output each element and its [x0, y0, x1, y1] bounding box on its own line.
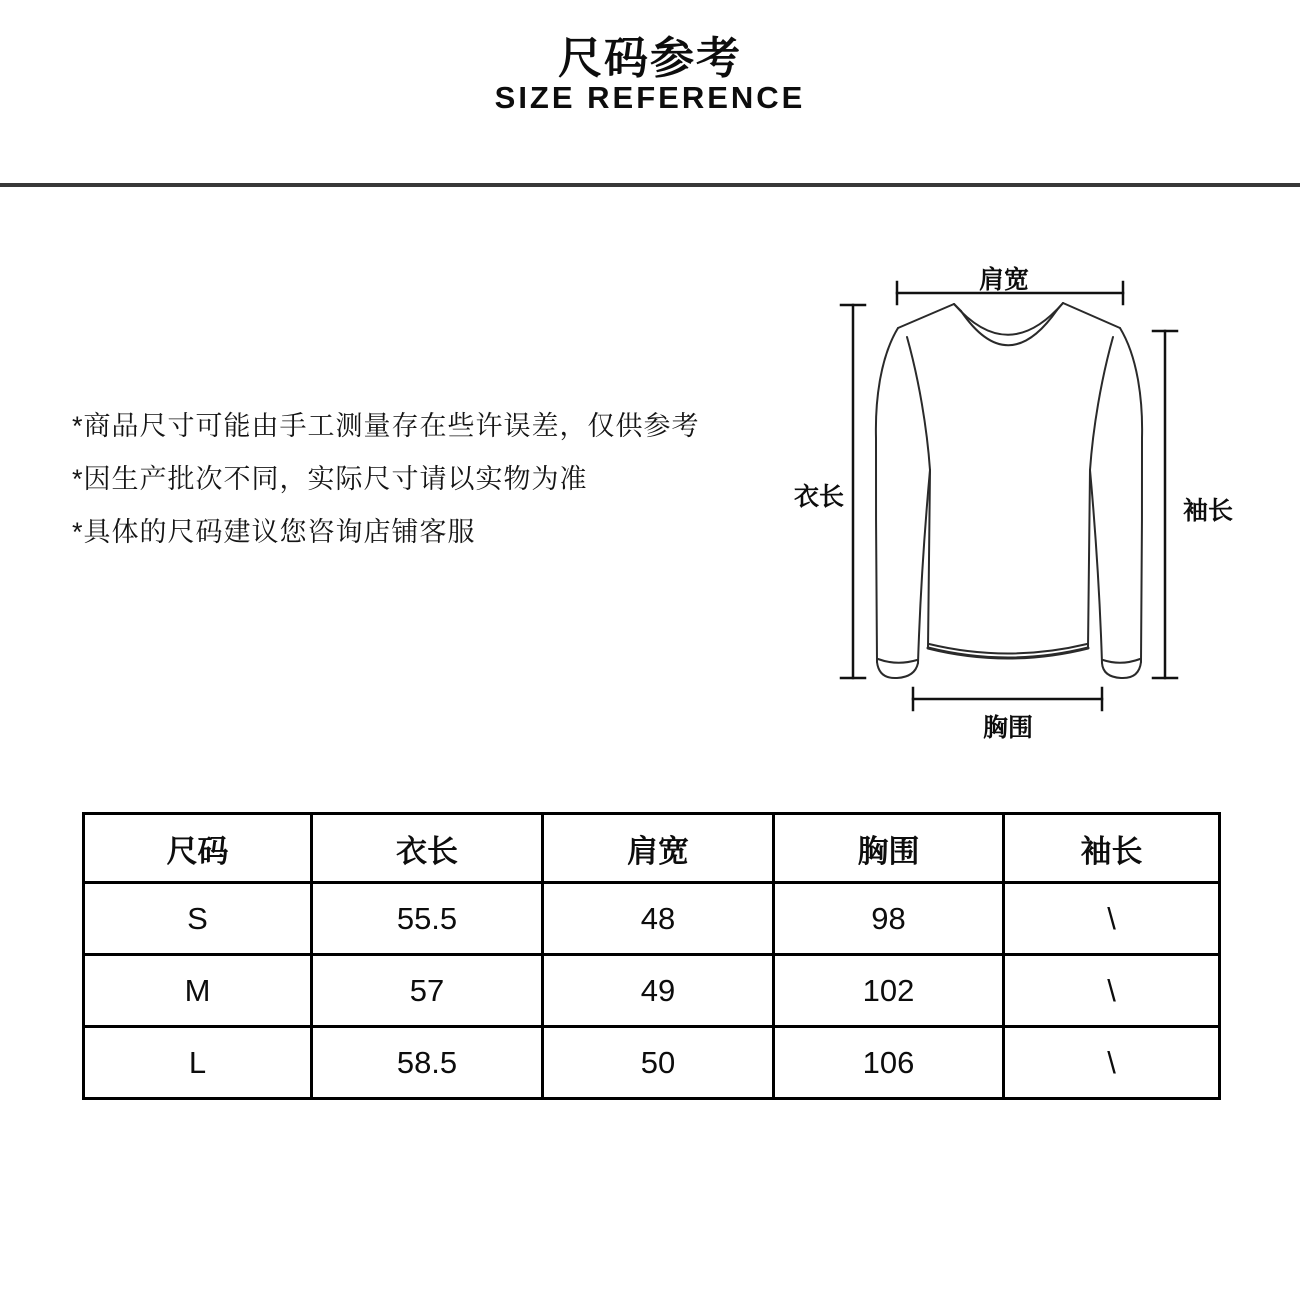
- disclaimer-line: *商品尺寸可能由手工测量存在些许误差，仅供参考: [72, 411, 700, 441]
- cell-length: 55.5: [312, 883, 543, 955]
- column-header-chest: 胸围: [774, 814, 1004, 883]
- page-subtitle: SIZE REFERENCE: [494, 80, 806, 115]
- disclaimer-notes: [72, 400, 700, 559]
- size-table: [82, 812, 1221, 1100]
- cell-chest: 102: [774, 955, 1004, 1027]
- size-table-header-row: [84, 814, 1220, 883]
- cell-chest: 98: [774, 883, 1004, 955]
- table-row-s: [84, 883, 1220, 955]
- garment-length-label: 衣长: [793, 483, 844, 511]
- table-row-m: [84, 955, 1220, 1027]
- cell-shoulder: 49: [543, 955, 774, 1027]
- cell-sleeve: \: [1004, 955, 1220, 1027]
- cell-shoulder: 48: [543, 883, 774, 955]
- cell-size: S: [84, 883, 312, 955]
- chest-width-label: 胸围: [982, 714, 1033, 742]
- shoulder-width-label: 肩宽: [978, 266, 1029, 294]
- cell-length: 57: [312, 955, 543, 1027]
- disclaimer-line: *因生产批次不同，实际尺寸请以实物为准: [72, 464, 588, 494]
- cell-chest: 106: [774, 1027, 1004, 1099]
- cell-sleeve: \: [1004, 1027, 1220, 1099]
- sleeve-length-label: 袖长: [1182, 497, 1233, 525]
- table-row-l: [84, 1027, 1220, 1099]
- page-title: 尺码参考: [558, 34, 742, 83]
- shirt-measurement-diagram: [780, 250, 1240, 750]
- cell-length: 58.5: [312, 1027, 543, 1099]
- column-header-sleeve: 袖长: [1004, 814, 1220, 883]
- cell-size: M: [84, 955, 312, 1027]
- cell-size: L: [84, 1027, 312, 1099]
- column-header-shoulder: 肩宽: [543, 814, 774, 883]
- cell-shoulder: 50: [543, 1027, 774, 1099]
- column-header-size: 尺码: [84, 814, 312, 883]
- horizontal-divider: [0, 183, 1300, 187]
- cell-sleeve: \: [1004, 883, 1220, 955]
- column-header-length: 衣长: [312, 814, 543, 883]
- disclaimer-line: *具体的尺码建议您咨询店铺客服: [72, 517, 476, 547]
